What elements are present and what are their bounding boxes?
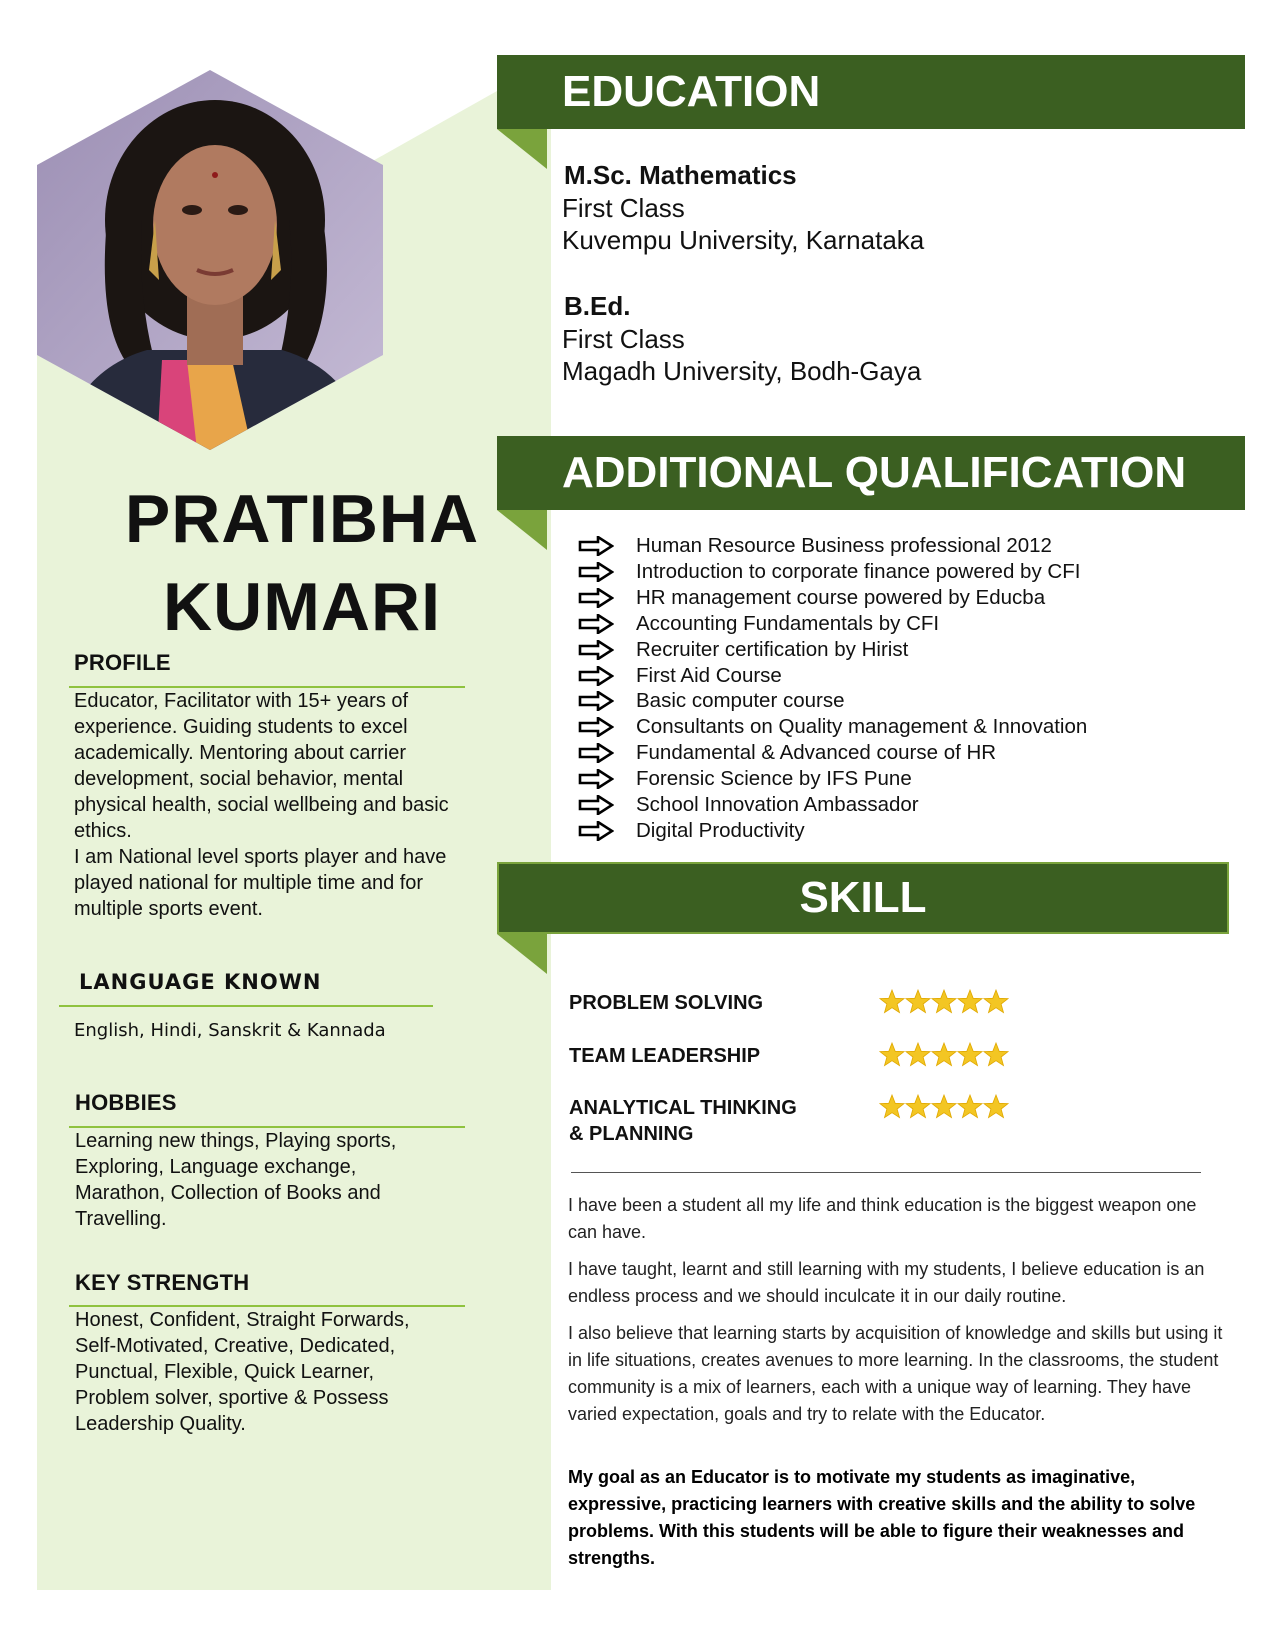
right-arrow-icon [578,717,614,737]
star-filled-icon [905,989,931,1020]
education-institution-2: Magadh University, Bodh-Gaya [562,356,922,386]
star-filled-icon [983,1042,1009,1073]
right-arrow-icon [578,536,614,556]
language-text: English, Hindi, Sanskrit & Kannada [74,1020,386,1041]
star-filled-icon [905,1094,931,1125]
star-filled-icon [957,989,983,1020]
qualification-item [578,611,940,637]
education-grade-1: First Class [562,193,685,223]
qualification-item [578,792,919,818]
skill-banner [497,862,1229,934]
profile-heading: PROFILE [74,650,171,675]
star-filled-icon [931,1094,957,1125]
left-panel [37,70,551,1590]
education-banner-fold [497,129,547,169]
hobbies-text: Learning new things, Playing sports, Exploring, Language exchange, Marathon, Collection of Books and Travelling. [75,1130,397,1230]
education-institution-1: Kuvempu University, Karnataka [562,225,925,255]
portrait-photo [37,70,383,450]
statement-paragraph-1: I have been a student all my life and think education is the biggest weapon one can have. [568,1195,1197,1242]
right-arrow-icon [578,562,614,582]
qualification-heading: ADDITIONAL QUALIFICATION [562,448,1187,497]
star-filled-icon [983,989,1009,1020]
star-filled-icon [957,1094,983,1125]
skill-label: TEAM LEADERSHIP [569,1045,761,1067]
right-arrow-icon [578,666,614,686]
qualification-item-label: Basic computer course [636,689,845,713]
qualification-item-label: Forensic Science by IFS Pune [636,767,912,791]
qualification-item-label: Consultants on Quality management & Innovation [636,715,1088,739]
skill-label: PROBLEM SOLVING [569,992,764,1014]
name-last: KUMARI [163,569,441,645]
qualification-item-label: Accounting Fundamentals by CFI [636,611,940,635]
statement-paragraph-2: I have taught, learnt and still learning with my students, I believe education is an endless process and we should inculcate it in our daily routine. [568,1259,1205,1306]
qualification-item [578,585,1046,611]
qualification-item [578,766,912,792]
qualification-item [578,818,805,844]
right-arrow-icon [578,640,614,660]
qualification-item-label: First Aid Course [636,663,782,687]
star-filled-icon [879,1042,905,1073]
qualification-item [578,559,1081,585]
strength-heading: KEY STRENGTH [75,1270,250,1295]
profile-text: Educator, Facilitator with 15+ years of experience. Guiding students to excel academically. Mentoring about carrier development, social behavior, mental physical health, social wellbeing and basic ethics. I am National level sports player and have played national for multiple time and for multiple sports event. [74,690,449,920]
education-banner [497,55,1245,129]
qualification-item [578,533,1052,559]
right-arrow-icon [578,614,614,634]
skill-rating [879,1042,1009,1073]
skill-heading: SKILL [799,873,927,922]
hobbies-heading: HOBBIES [75,1090,177,1115]
skill-banner-fold [497,934,547,974]
star-filled-icon [983,1094,1009,1125]
skill-rating [879,1094,1009,1125]
qualification-item-label: School Innovation Ambassador [636,793,919,816]
right-arrow-icon [578,588,614,608]
qualification-item-label: Fundamental & Advanced course of HR [636,741,997,765]
right-arrow-icon [578,769,614,789]
section-divider [571,1172,1201,1173]
star-filled-icon [879,1094,905,1125]
name-first: PRATIBHA [124,481,480,557]
education-grade-2: First Class [562,324,685,354]
qualification-item-label: HR management course powered by Educba [636,585,1046,609]
qualification-banner [497,436,1245,510]
qualification-item-label: Human Resource Business professional 2012 [636,534,1052,557]
right-arrow-icon [578,743,614,763]
language-heading: LANGUAGE KNOWN [79,970,322,994]
star-filled-icon [931,989,957,1020]
star-filled-icon [879,989,905,1020]
right-arrow-icon [578,691,614,711]
skill-label: ANALYTICAL THINKING & PLANNING [569,1097,797,1145]
education-degree-1: M.Sc. Mathematics [564,160,797,190]
qualification-item-label: Digital Productivity [636,818,805,842]
qualification-item [578,637,909,663]
statement-goal: My goal as an Educator is to motivate my students as imaginative, expressive, practicing learners with creative skills and the ability to solve problems. With this students will be able to figure their weaknesses and strengths. [568,1467,1196,1568]
education-degree-2: B.Ed. [564,291,631,321]
right-arrow-icon [578,821,614,841]
qualification-item [578,740,997,766]
skill-rating [879,989,1009,1020]
qualification-item-label: Introduction to corporate finance powered by CFI [636,559,1081,583]
qualification-item [578,688,845,714]
qualification-item [578,714,1088,740]
language-rule [59,1005,433,1007]
qualification-item-label: Recruiter certification by Hirist [636,637,909,661]
star-filled-icon [905,1042,931,1073]
qualification-banner-fold [497,510,547,550]
star-filled-icon [957,1042,983,1073]
statement-paragraph-3: I also believe that learning starts by acquisition of knowledge and skills but using it in life situations, creates avenues to more learning. In the classrooms, the student community is a mix of learners, each with a unique way of learning. They have varied expectation, goals and try to relate with the Educator. [568,1323,1223,1424]
qualification-item [578,663,782,689]
right-arrow-icon [578,795,614,815]
education-heading: EDUCATION [562,67,821,116]
star-filled-icon [931,1042,957,1073]
strength-text: Honest, Confident, Straight Forwards, Self-Motivated, Creative, Dedicated, Punctual, Flexible, Quick Learner, Problem solver, sportive & Possess Leadership Quality. [75,1309,410,1435]
